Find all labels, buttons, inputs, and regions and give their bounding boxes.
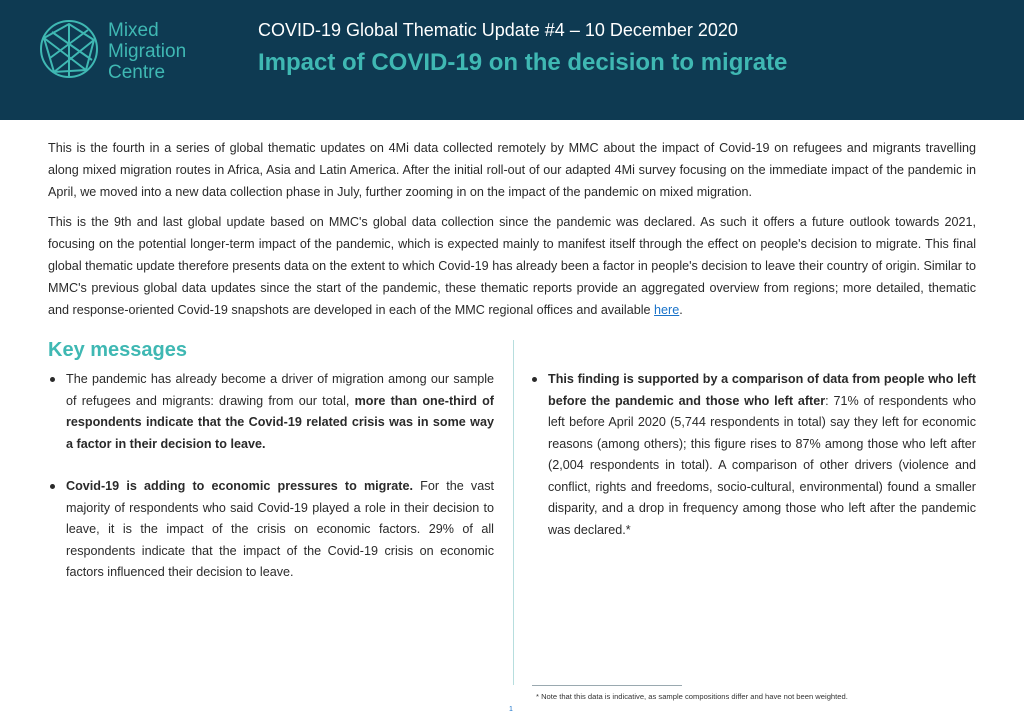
mmc-logo-text: [108, 20, 186, 83]
column-divider: [513, 340, 514, 685]
key-messages-left-column: [48, 369, 494, 605]
bullet-bold-text: Covid-19 is adding to economic pressures to migrate.: [66, 479, 413, 493]
bullet-text: The pandemic has already become a driver of migration among our sample of refugees and migrants: drawing from our total,: [66, 372, 494, 408]
intro-paragraph-1: This is the fourth in a series of global thematic updates on 4Mi data collected remotely by MMC about the impact of Covid-19 on refugees and migrants travelling along mixed migration routes in Africa, Asia and Latin America. After the initial roll-out of our adapted 4Mi survey focusing on the immediate impact of the pandemic in April, we moved into a new data collection phase in July, further zooming in on the impact of the pandemic on mixed migration.: [48, 141, 976, 199]
page-number: 1: [509, 706, 513, 713]
intro-paragraph-2-end: .: [679, 303, 683, 317]
key-message-bullet: [48, 476, 494, 584]
series-subtitle: COVID-19 Global Thematic Update #4 – 10 December 2020: [258, 20, 738, 40]
bullet-dot-icon: [50, 484, 55, 489]
intro-paragraph-2-text: This is the 9th and last global update based on MMC's global data collection since the pandemic was declared. As such it offers a future outlook towards 2021, focusing on the potential longer-term impact of the pandemic, which is expected mainly to manifest itself through the effect on people's decision to migrate. This final global thematic update therefore presents data on the extent to which Covid-19 has already been a factor in people's decision to leave their country of origin. Similar to MMC's previous global data updates since the start of the pandemic, these thematic reports provide an aggregated overview from regions; more detailed, thematic and response-oriented Covid-19 snapshots are developed in each of the MMC regional offices and available: [48, 215, 976, 317]
logo-line-migration: Migration: [108, 41, 187, 62]
intro-paragraph-2: [48, 211, 976, 321]
here-link[interactable]: here: [654, 303, 680, 317]
key-messages-right-column: [530, 369, 976, 562]
bullet-bold-text: more than one-third of respondents indicate that the Covid-19 related crisis was in some way a factor in their decision to leave.: [66, 393, 494, 451]
footnote: * Note that this data is indicative, as sample compositions differ and have not been weighted.: [536, 692, 848, 701]
mmc-logo-icon: [38, 18, 100, 80]
bullet-dot-icon: [50, 377, 55, 382]
key-messages-heading: Key messages: [48, 339, 187, 361]
footnote-rule: [532, 685, 682, 686]
logo-line-centre: Centre: [108, 62, 166, 83]
report-header: [0, 0, 1024, 120]
bullet-text-tail: For the vast majority of respondents who said Covid-19 played a role in their decision to leave, it is the impact of the crisis on economic factors. 29% of all respondents indicate that the impact of the Covid-19 crisis on economic factors influenced their decision to leave.: [66, 479, 494, 579]
logo-line-mixed: Mixed: [108, 20, 159, 41]
bullet-dot-icon: [532, 377, 537, 382]
key-message-bullet: [530, 369, 976, 541]
key-message-bullet: [48, 369, 494, 455]
bullet-bold-text: This finding is supported by a comparison of data from people who left before the pandemic and those who left after: [548, 372, 976, 408]
bullet-text-tail: : 71% of respondents who left before April 2020 (5,744 respondents in total) say they left for economic reasons (among others); this figure rises to 87% among those who left after (2,004 respondents in total). A comparison of other drivers (violence and conflict, rights and freedoms, socio-cultural, environmental) found a smaller disparity, and a drop in frequency among those who left after the pandemic was declared.*: [548, 393, 976, 537]
page-title: Impact of COVID-19 on the decision to migrate: [258, 49, 788, 76]
